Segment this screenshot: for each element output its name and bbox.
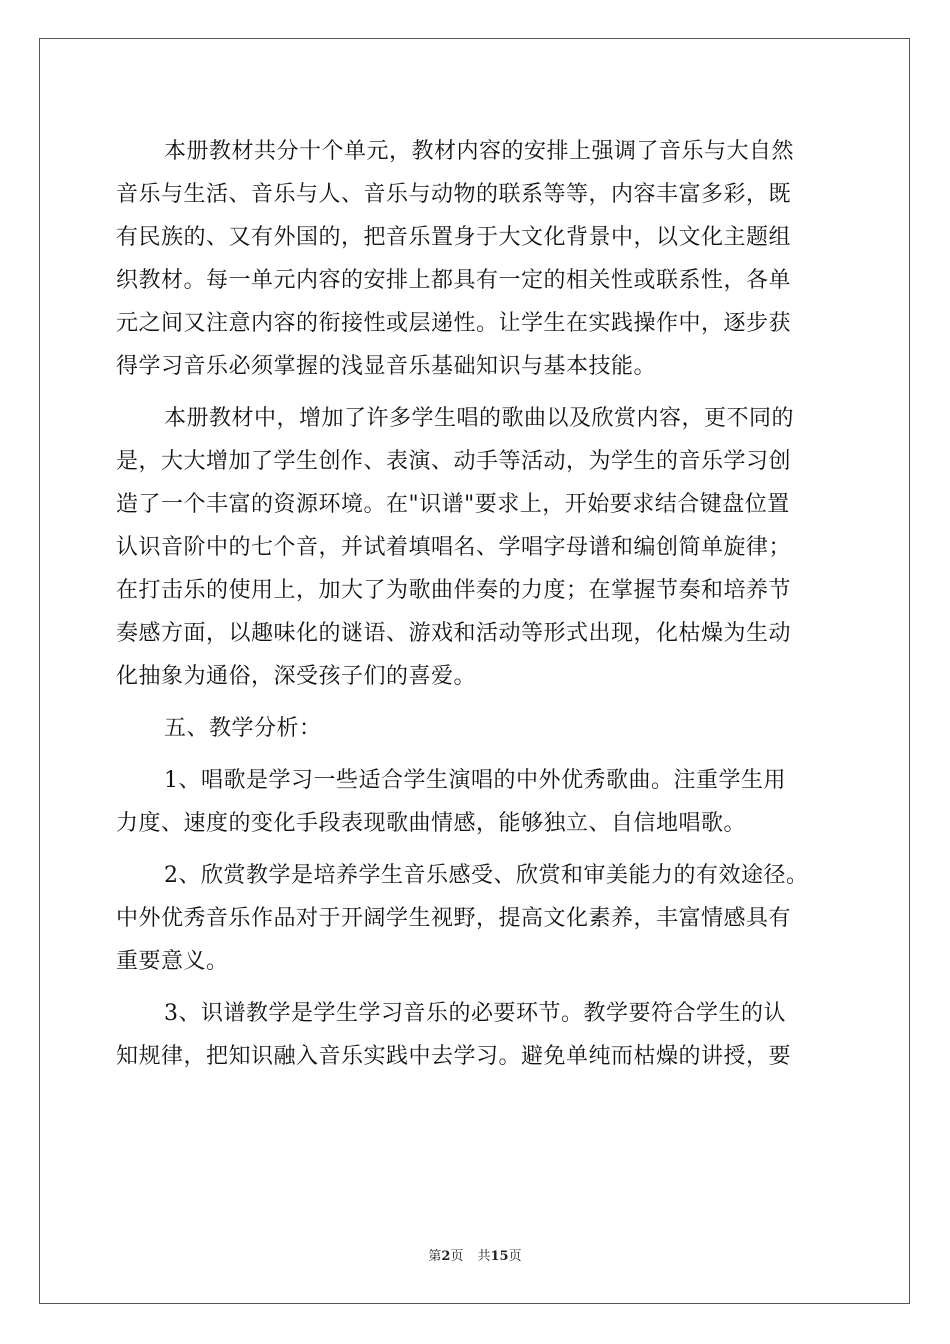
page-footer (0, 1245, 950, 1264)
paragraph-2-line-7: 化抽象为通俗，深受孩子们的喜爱。 (116, 664, 477, 689)
paragraph-5-line-3: 重要意义。 (116, 949, 229, 974)
paragraph-2-line-3: 造了一个丰富的资源环境。在"识谱"要求上，开始要求结合键盘位置 (116, 492, 790, 517)
paragraph-1-line-3: 有民族的、又有外国的，把音乐置身于大文化背景中，以文化主题组 (116, 225, 792, 250)
paragraph-1-line-4: 织教材。每一单元内容的安排上都具有一定的相关性或联系性，各单 (116, 268, 792, 293)
paragraph-2-line-1: 本册教材中，增加了许多学生唱的歌曲以及欣赏内容，更不同的 (164, 406, 795, 431)
paragraph-5-line-2: 中外优秀音乐作品对于开阔学生视野，提高文化素养，丰富情感具有 (116, 906, 792, 931)
paragraph-2-line-5: 在打击乐的使用上，加大了为歌曲伴奏的力度；在掌握节奏和培养节 (116, 578, 792, 603)
paragraph-4-line-2: 力度、速度的变化手段表现歌曲情感，能够独立、自信地唱歌。 (116, 811, 747, 836)
paragraph-2-line-6: 奏感方面，以趣味化的谜语、游戏和活动等形式出现，化枯燥为生动 (116, 621, 792, 646)
paragraph-1-line-1: 本册教材共分十个单元，教材内容的安排上强调了音乐与大自然 (164, 139, 795, 164)
document-body (116, 130, 840, 1078)
paragraph-1-line-6: 得学习音乐必须掌握的浅显音乐基础知识与基本技能。 (116, 354, 657, 379)
paragraph-6-line-2: 知规律，把知识融入音乐实践中去学习。避免单纯而枯燥的讲授，要 (116, 1044, 792, 1069)
paragraph-2-line-2: 是，大大增加了学生创作、表演、动手等活动，为学生的音乐学习创 (116, 449, 792, 474)
page-number: 第2页 (428, 1249, 464, 1264)
paragraph-6-line-1: 3、识谱教学是学生学习音乐的必要环节。教学要符合学生的认 (164, 1001, 786, 1026)
paragraph-4-line-1: 1、唱歌是学习一些适合学生演唱的中外优秀歌曲。注重学生用 (164, 768, 786, 793)
paragraph-1-line-5: 元之间又注意内容的衔接性或层递性。让学生在实践操作中，逐步获 (116, 311, 792, 336)
paragraph-5-line-1: 2、欣赏教学是培养学生音乐感受、欣赏和审美能力的有效途径。 (164, 863, 809, 888)
paragraph-1-line-2: 音乐与生活、音乐与人、音乐与动物的联系等等，内容丰富多彩，既 (116, 182, 792, 207)
section-heading: 五、教学分析： (164, 716, 322, 741)
paragraph-2-line-4: 认识音阶中的七个音，并试着填唱名、学唱字母谱和编创简单旋律； (116, 535, 792, 560)
page-total: 共15页 (477, 1249, 522, 1264)
